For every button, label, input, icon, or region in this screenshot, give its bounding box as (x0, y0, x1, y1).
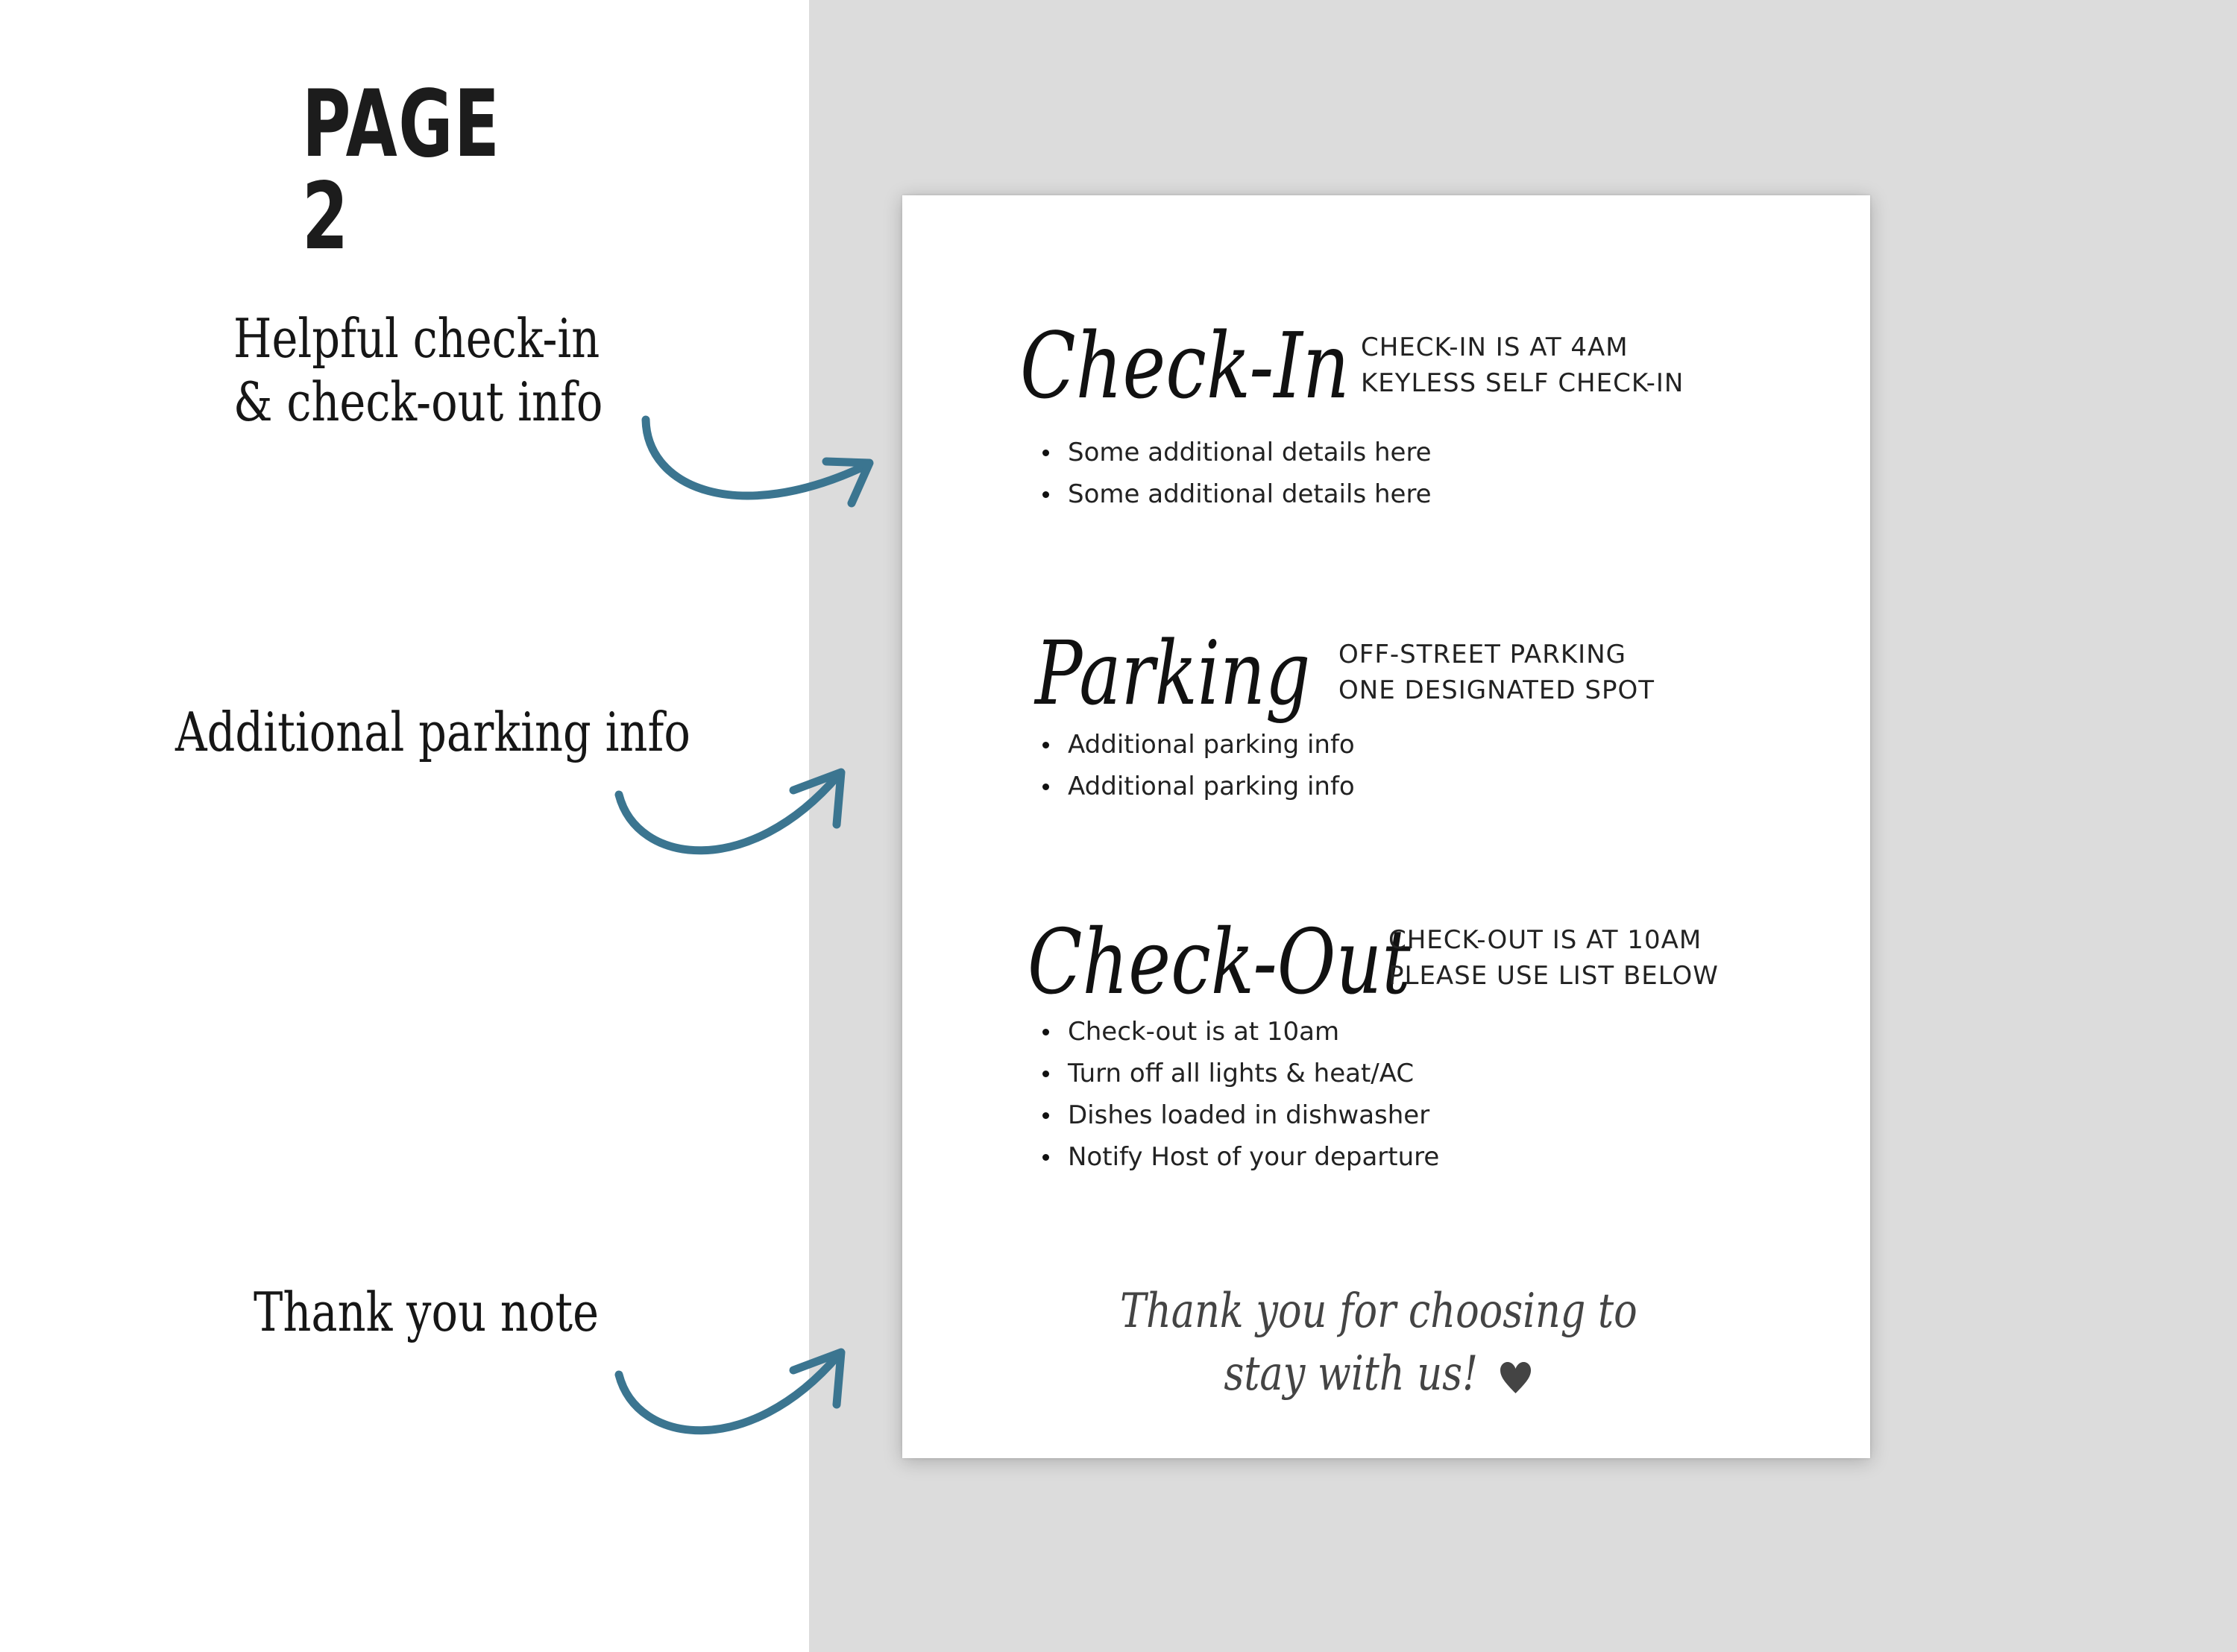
parking-info (1338, 637, 1655, 708)
list-item: Additional parking info (1036, 724, 1355, 766)
parking-info-line1: OFF-STREET PARKING (1338, 640, 1626, 669)
list-item: Some additional details here (1036, 473, 1432, 515)
list-item: Additional parking info (1036, 766, 1355, 807)
checkin-info (1361, 330, 1684, 401)
annotation-checkin-line2: & check-out info (233, 370, 603, 433)
list-item: Check-out is at 10am (1036, 1011, 1439, 1053)
parking-bullets (1036, 724, 1355, 807)
checkout-info-line2: PLEASE USE LIST BELOW (1388, 961, 1719, 991)
checkout-info-line1: CHECK-OUT IS AT 10AM (1388, 925, 1702, 955)
thank-you-line1: Thank you for choosing to (1120, 1284, 1637, 1339)
thank-you-note (1120, 1280, 1637, 1405)
annotation-thanks: Thank you note (254, 1281, 600, 1343)
list-item: Some additional details here (1036, 432, 1432, 473)
list-item: Notify Host of your departure (1036, 1136, 1439, 1178)
list-item: Turn off all lights & heat/AC (1036, 1053, 1439, 1094)
curved-arrow-icon (641, 414, 880, 526)
curved-arrow-icon (614, 768, 853, 880)
checkin-info-line2: KEYLESS SELF CHECK-IN (1361, 368, 1684, 398)
thank-you-line2: stay with us! (1224, 1346, 1479, 1402)
list-item: Dishes loaded in dishwasher (1036, 1094, 1439, 1136)
document-sheet (902, 195, 1870, 1458)
parking-title: Parking (1035, 622, 1311, 725)
checkout-info (1388, 922, 1719, 994)
annotation-checkin (233, 307, 602, 434)
annotation-parking: Additional parking info (175, 701, 690, 763)
checkin-title: Check-In (1020, 313, 1350, 419)
checkout-title: Check-Out (1028, 911, 1411, 1015)
annotation-checkin-line1: Helpful check-in (233, 307, 600, 370)
checkin-bullets (1036, 432, 1432, 515)
parking-info-line2: ONE DESIGNATED SPOT (1338, 675, 1655, 705)
page-heading: PAGE 2 (302, 71, 501, 271)
checkin-info-line1: CHECK-IN IS AT 4AM (1361, 332, 1629, 362)
checkout-bullets (1036, 1011, 1439, 1178)
curved-arrow-icon (614, 1348, 853, 1460)
heart-icon (1499, 1361, 1532, 1395)
thank-you-line2-row (1120, 1343, 1637, 1405)
